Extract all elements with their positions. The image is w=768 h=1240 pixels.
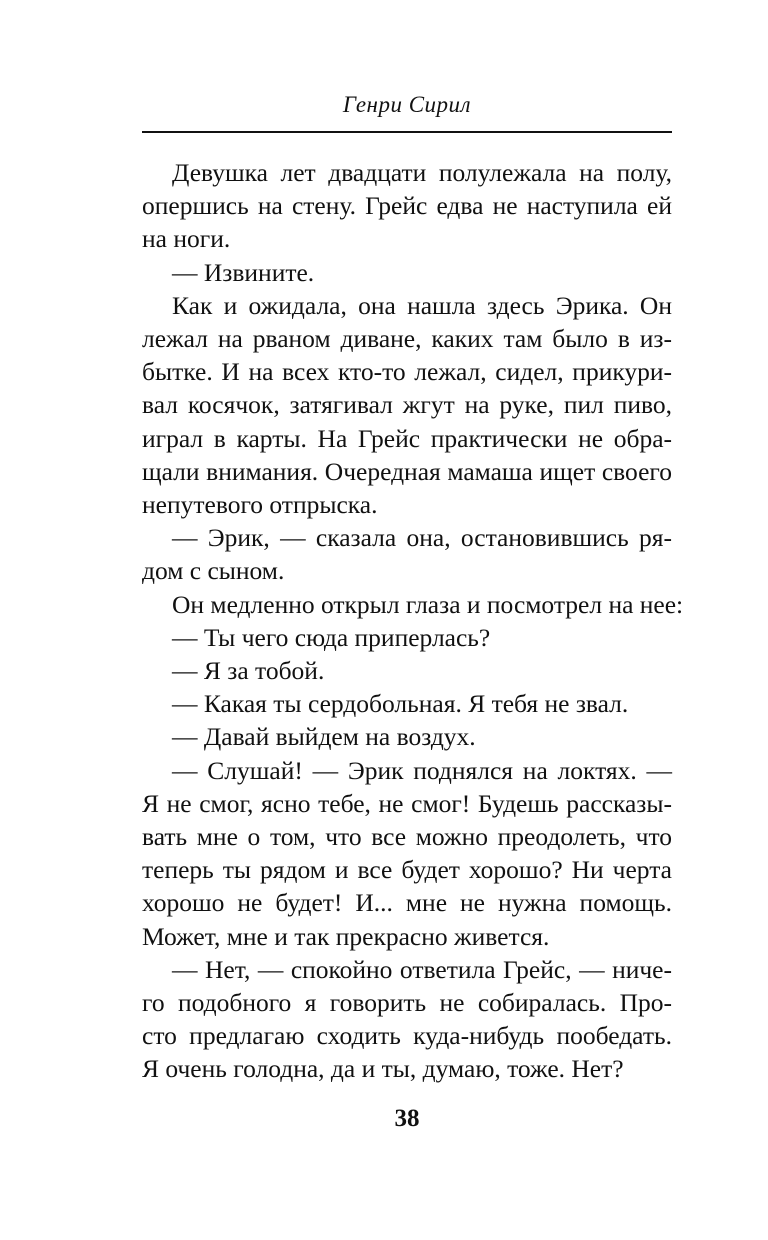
text-line: бытке. И на всех кто-то лежал, сидел, прикури- <box>142 357 672 387</box>
paragraph <box>142 654 672 687</box>
text-line: теперь ты рядом и все будет хорошо? Ни черта <box>142 855 672 885</box>
text-line: играл в карты. На Грейс практически не обра- <box>142 423 672 453</box>
text-line: Я не смог, ясно тебе, не смог! Будешь рассказы- <box>142 788 672 818</box>
paragraph <box>142 720 672 753</box>
text-line: — Давай выйдем на воздух. <box>172 722 476 752</box>
text-line: опершись на стену. Грейс едва не наступила ей <box>142 191 672 221</box>
text-line: — Я за тобой. <box>172 656 325 686</box>
text-line: Как и ожидала, она нашла здесь Эрика. Он <box>172 290 672 320</box>
text-line: — Извините. <box>172 257 315 287</box>
text-line: — Ты чего сюда приперлась? <box>172 622 491 652</box>
paragraph <box>142 953 672 1086</box>
paragraph <box>142 687 672 720</box>
text-line: вать мне о том, что все можно преодолеть, что <box>142 822 672 852</box>
text-line: Я очень голодна, да и ты, думаю, тоже. Нет? <box>142 1054 624 1084</box>
running-head: Генри Сирил <box>342 92 472 117</box>
header-rule <box>142 131 672 133</box>
text-line: сто предлагаю сходить куда-нибудь пообедать. <box>142 1021 672 1051</box>
text-line: — Слушай! — Эрик поднялся на локтях. — <box>172 755 672 785</box>
text-line: — Какая ты сердобольная. Я тебя не звал. <box>172 689 629 719</box>
text-line: лежал на рваном диване, каких там было в из- <box>142 324 672 354</box>
text-line: дом с сыном. <box>142 556 285 586</box>
text-line: го подобного я говорить не собиралась. Про- <box>142 988 672 1018</box>
text-line: — Нет, — спокойно ответила Грейс, — ниче- <box>172 954 672 984</box>
page-number: 38 <box>394 1105 420 1132</box>
body-text <box>142 156 684 1086</box>
text-line: вал косячок, затягивал жгут на руке, пил пиво, <box>142 390 672 420</box>
paragraph <box>142 588 684 621</box>
text-line: Девушка лет двадцати полулежала на полу, <box>172 158 672 187</box>
text-line: непутевого отпрыска. <box>142 490 378 520</box>
paragraph <box>142 754 672 953</box>
paragraph <box>142 256 672 289</box>
text-line: — Эрик, — сказала она, остановившись ря- <box>172 523 672 553</box>
text-line: Может, мне и так прекрасно живется. <box>142 921 550 951</box>
paragraph <box>142 289 672 521</box>
paragraph <box>142 521 672 587</box>
text-line: на ноги. <box>142 224 231 254</box>
paragraph <box>142 156 672 256</box>
text-line: хорошо не будет! И... мне не нужна помощь. <box>142 888 672 918</box>
paragraph <box>142 621 672 654</box>
text-line: Он медленно открыл глаза и посмотрел на нее: <box>172 589 684 619</box>
text-line: щали внимания. Очередная мамаша ищет своего <box>142 456 672 486</box>
